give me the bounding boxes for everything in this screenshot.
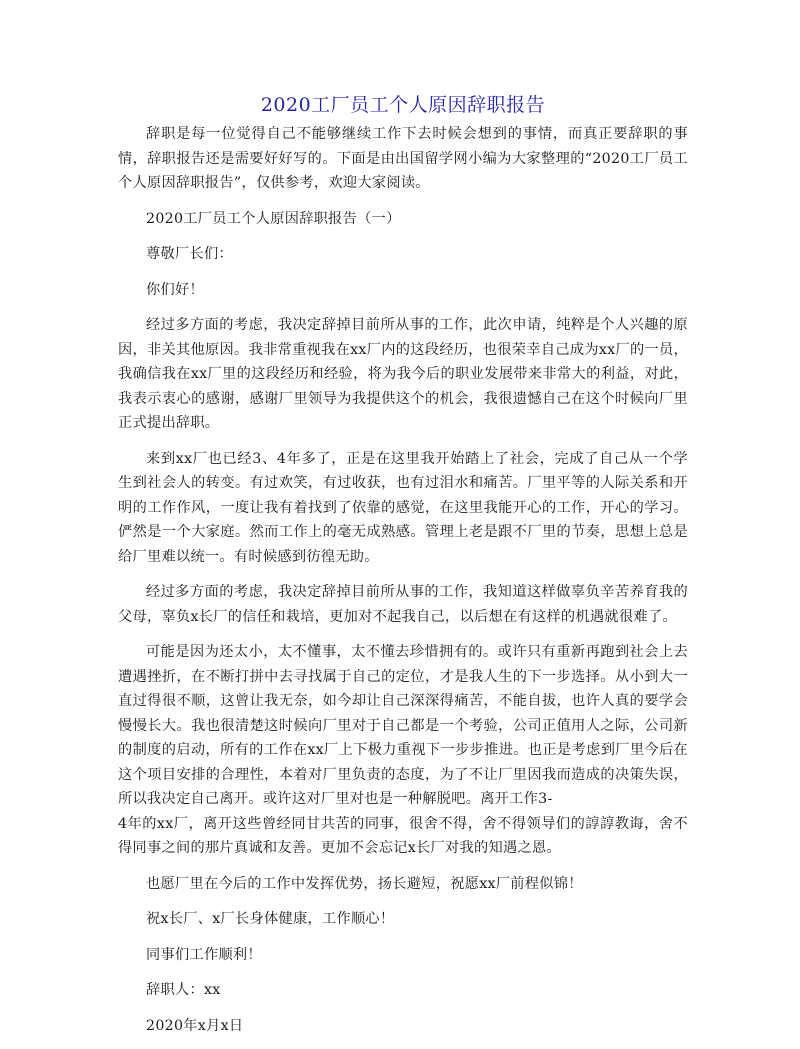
- salutation: 尊敬厂长们：: [146, 246, 233, 262]
- date: 2020年x月x日: [146, 1017, 244, 1034]
- closing-blessing: 祝x长厂、x厂长身体健康，工作顺心！: [146, 911, 395, 927]
- closing-colleagues: 同事们工作顺利！: [146, 946, 262, 963]
- body-paragraph: 可能是因为还太小，太不懂事，太不懂去珍惜拥有的。或许只有重新再跑到社会上去遭遇挫折，在不断打拼中去寻找属于自己的定位，才是我人生的下一步选择。从小到大一直过得很不顺，这曾让我无奈，如今却让自己深深得痛苦，不能自拔，也许人真的要学会慢慢长大。我也很清楚这时候向厂里对于自己都是一个考验，公司正值用人之际，公司新的制度的启动，所有的工作在xx厂上下极力重视下一步步推进。也正是考虑到厂里今后在这个项目安排的合理性，本着对厂里负责的态度，为了不让厂里因我而造成的决策失误，所以我决定自己离开。或许这对厂里对也是一种解脱吧。离开工作3-: [118, 644, 688, 807]
- intro-paragraph: 辞职是每一位觉得自己不能够继续工作下去时候会想到的事情，而真正要辞职的事情，辞职报告还是需要好好写的。下面是由出国留学网小编为大家整理的“2020工厂员工个人原因辞职报告”，仅供参考，欢迎大家阅读。: [118, 126, 688, 191]
- body-paragraph: 经过多方面的考虑，我决定辞掉目前所从事的工作，此次申请，纯粹是个人兴趣的原因，非关其他原因。我非常重视我在xx厂内的这段经历，也很荣幸自己成为xx厂的一员，我确信我在xx厂里的这段经历和经验，将为我今后的职业发展带来非常大的利益，对此，我表示衷心的感谢，感谢厂里领导为我提供这个的机会，我很遗憾自己在这个时候向厂里正式提出辞职。: [118, 317, 688, 431]
- signature: 辞职人：xx: [146, 982, 221, 998]
- closing-wish: 也愿厂里在今后的工作中发挥优势，扬长避短，祝愿xx厂前程似锦！: [146, 875, 583, 892]
- body-paragraph: 经过多方面的考虑，我决定辞掉目前所从事的工作，我知道这样做辜负辛苦养育我的父母，辜负x长厂的信任和栽培，更加对不起我自己，以后想在有这样的机遇就很难了。: [118, 584, 688, 625]
- body-paragraph: 来到xx厂也已经3、4年多了，正是在这里我开始踏上了社会，完成了自己从一个学生到社会人的转变。有过欢笑，有过收获，也有过泪水和痛苦。厂里平等的人际关系和开明的工作作风，一度让我有着找到了依靠的感觉，在这里我能开心的工作，开心的学习。俨然是一个大家庭。然而工作上的毫无成熟感。管理上老是跟不厂里的节奏，思想上总是给厂里难以统一。有时候感到彷徨无助。: [118, 450, 688, 565]
- section-heading: 2020工厂员工个人原因辞职报告（一）: [146, 210, 401, 227]
- body-paragraph-continued: 4年的xx厂，离开这些曾经同甘共苦的同事，很舍不得，舍不得领导们的諄諄教诲，舍不得同事之间的那片真诚和友善。更加不会忘记x长厂对我的知遇之恩。: [118, 815, 688, 856]
- document-title: 2020工厂员工个人原因辞职报告: [260, 94, 546, 116]
- document-page: [118, 92, 688, 1049]
- greeting: 你们好！: [146, 281, 204, 298]
